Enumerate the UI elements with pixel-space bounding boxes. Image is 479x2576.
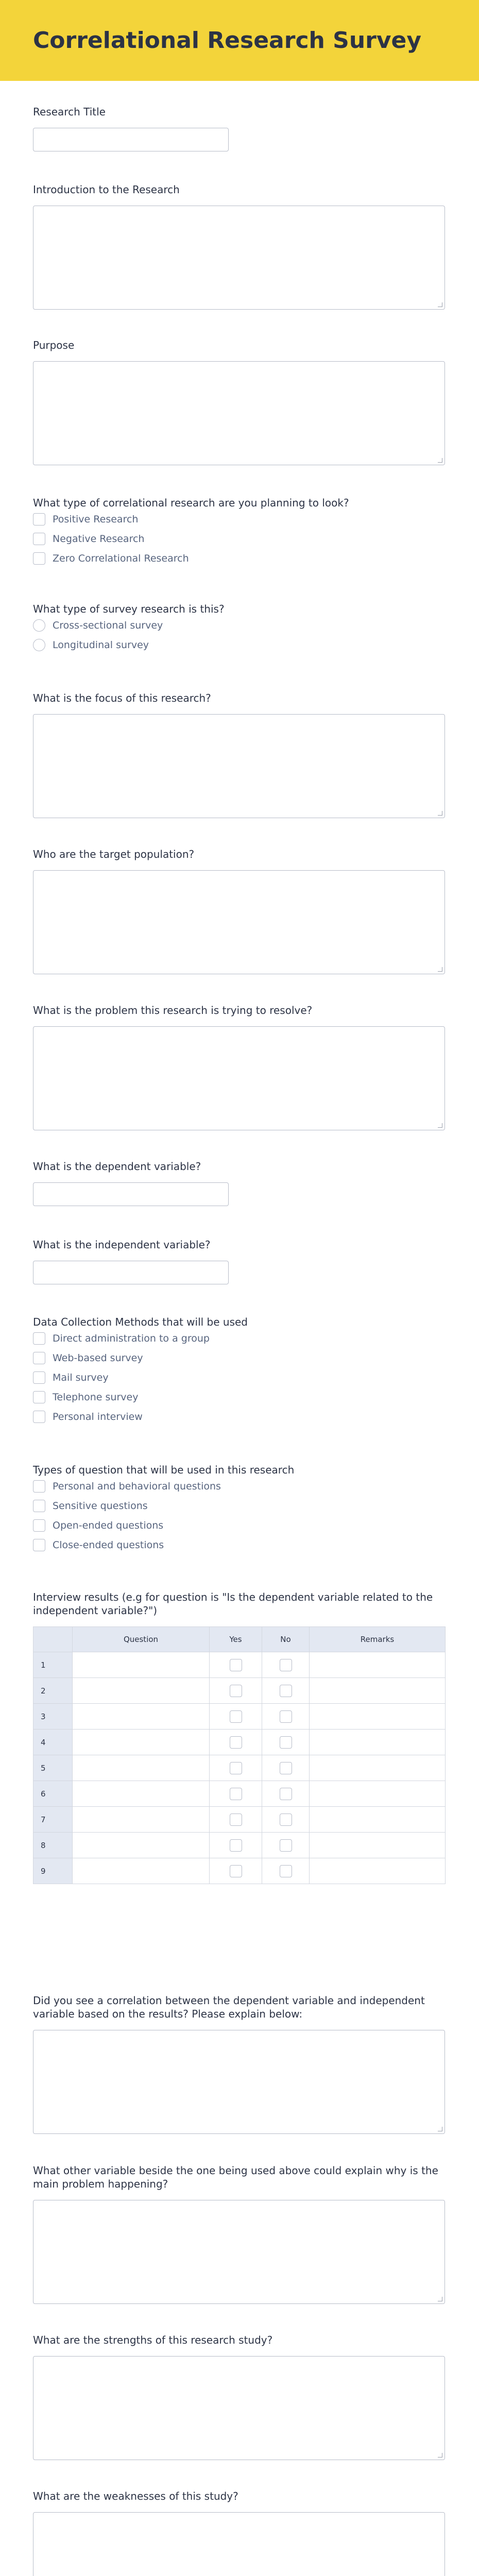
checkbox-option[interactable] (33, 510, 445, 529)
option-label: Negative Research (53, 533, 145, 545)
remarks-cell[interactable] (310, 1755, 446, 1781)
other-variable-field (33, 2164, 445, 2304)
target-population-label: Who are the target population? (33, 848, 195, 860)
question-cell[interactable] (73, 1704, 210, 1730)
table-row (33, 1807, 446, 1833)
row-number: 8 (33, 1833, 73, 1858)
table-row (33, 1781, 446, 1807)
purpose-label: Purpose (33, 339, 75, 351)
table-row (33, 1678, 446, 1704)
introduction-label: Introduction to the Research (33, 183, 180, 196)
yes-cell (210, 1730, 262, 1755)
option-label: Cross-sectional survey (53, 620, 163, 631)
no-checkbox[interactable] (280, 1839, 292, 1852)
checkbox[interactable] (33, 1391, 45, 1403)
no-checkbox[interactable] (280, 1710, 292, 1723)
option-label: Web-based survey (53, 1352, 143, 1364)
checkbox-option[interactable] (33, 1477, 445, 1496)
data-collection-label: Data Collection Methods that will be used (33, 1316, 248, 1328)
option-label: Positive Research (53, 514, 139, 525)
yes-checkbox[interactable] (230, 1710, 242, 1723)
purpose-textarea[interactable] (33, 361, 445, 465)
form-header (0, 0, 479, 81)
interview-results-field (33, 1590, 445, 1884)
yes-checkbox[interactable] (230, 1685, 242, 1697)
no-checkbox[interactable] (280, 1685, 292, 1697)
yes-cell (210, 1781, 262, 1807)
research-title-label: Research Title (33, 106, 106, 118)
form-card (0, 81, 479, 2576)
remarks-cell[interactable] (310, 1678, 446, 1704)
row-number: 9 (33, 1858, 73, 1884)
checkbox[interactable] (33, 1500, 45, 1512)
strengths-textarea[interactable] (33, 2356, 445, 2460)
radio-button[interactable] (33, 639, 45, 651)
independent-variable-label: What is the independent variable? (33, 1239, 211, 1251)
no-cell (262, 1652, 310, 1678)
row-number: 3 (33, 1704, 73, 1730)
other-variable-textarea[interactable] (33, 2200, 445, 2304)
dependent-variable-field (33, 1160, 445, 1206)
yes-checkbox[interactable] (230, 1736, 242, 1749)
row-number: 7 (33, 1807, 73, 1833)
correlational-type-field (33, 496, 445, 568)
row-number: 5 (33, 1755, 73, 1781)
correlational-type-label: What type of correlational research are you planning to look? (33, 497, 349, 509)
question-types-field (33, 1463, 445, 1555)
no-cell (262, 1858, 310, 1884)
no-cell (262, 1781, 310, 1807)
row-number: 1 (33, 1652, 73, 1678)
question-cell[interactable] (73, 1755, 210, 1781)
question-cell[interactable] (73, 1858, 210, 1884)
remarks-cell[interactable] (310, 1858, 446, 1884)
dependent-variable-label: What is the dependent variable? (33, 1160, 201, 1173)
data-collection-field (33, 1315, 445, 1427)
checkbox-option[interactable] (33, 1535, 445, 1555)
no-cell (262, 1807, 310, 1833)
no-checkbox[interactable] (280, 1788, 292, 1800)
no-checkbox[interactable] (280, 1659, 292, 1671)
dependent-variable-input[interactable] (33, 1182, 229, 1206)
checkbox[interactable] (33, 1480, 45, 1493)
target-population-textarea[interactable] (33, 870, 445, 974)
option-label: Close-ended questions (53, 1539, 164, 1551)
remarks-cell[interactable] (310, 1704, 446, 1730)
checkbox-option[interactable] (33, 1368, 445, 1387)
yes-checkbox[interactable] (230, 1762, 242, 1774)
research-title-input[interactable] (33, 128, 229, 151)
weaknesses-textarea[interactable] (33, 2512, 445, 2576)
strengths-label: What are the strengths of this research study? (33, 2334, 273, 2346)
table-row (33, 1704, 446, 1730)
option-label: Zero Correlational Research (53, 553, 189, 564)
option-label: Personal interview (53, 1411, 143, 1422)
no-checkbox[interactable] (280, 1762, 292, 1774)
row-number: 6 (33, 1781, 73, 1807)
option-label: Telephone survey (53, 1392, 139, 1403)
checkbox[interactable] (33, 513, 45, 526)
yes-checkbox[interactable] (230, 1865, 242, 1877)
correlation-textarea[interactable] (33, 2030, 445, 2134)
yes-cell (210, 1678, 262, 1704)
checkbox-option[interactable] (33, 1329, 445, 1348)
problem-textarea[interactable] (33, 1026, 445, 1130)
remarks-cell[interactable] (310, 1807, 446, 1833)
table-row (33, 1858, 446, 1884)
interview-results-table (33, 1626, 446, 1884)
column-header-remarks: Remarks (310, 1627, 446, 1652)
problem-label: What is the problem this research is trying to resolve? (33, 1004, 313, 1016)
introduction-textarea[interactable] (33, 206, 445, 310)
yes-cell (210, 1807, 262, 1833)
checkbox-option[interactable] (33, 549, 445, 568)
checkbox-option[interactable] (33, 1387, 445, 1407)
table-row (33, 1652, 446, 1678)
no-cell (262, 1833, 310, 1858)
interview-results-label: Interview results (e.g for question is "Is the dependent variable related to the independent variable?") (33, 1591, 433, 1617)
column-header-question: Question (73, 1627, 210, 1652)
yes-cell (210, 1704, 262, 1730)
no-cell (262, 1730, 310, 1755)
purpose-field (33, 338, 445, 465)
checkbox[interactable] (33, 1332, 45, 1345)
row-number: 4 (33, 1730, 73, 1755)
weaknesses-label: What are the weaknesses of this study? (33, 2490, 238, 2502)
remarks-cell[interactable] (310, 1833, 446, 1858)
corner-cell (33, 1627, 73, 1652)
row-number: 2 (33, 1678, 73, 1704)
checkbox-option[interactable] (33, 1348, 445, 1368)
yes-checkbox[interactable] (230, 1788, 242, 1800)
yes-checkbox[interactable] (230, 1659, 242, 1671)
question-cell[interactable] (73, 1678, 210, 1704)
yes-cell (210, 1652, 262, 1678)
option-label: Open-ended questions (53, 1520, 164, 1531)
checkbox[interactable] (33, 1352, 45, 1364)
no-checkbox[interactable] (280, 1814, 292, 1826)
remarks-cell[interactable] (310, 1781, 446, 1807)
target-population-field (33, 848, 445, 974)
weaknesses-field (33, 2489, 445, 2576)
other-variable-label: What other variable beside the one being used above could explain why is the main problem happening? (33, 2164, 438, 2190)
no-cell (262, 1678, 310, 1704)
survey-type-label: What type of survey research is this? (33, 603, 225, 615)
checkbox[interactable] (33, 1371, 45, 1384)
yes-cell (210, 1755, 262, 1781)
question-cell[interactable] (73, 1730, 210, 1755)
research-title-field (33, 105, 445, 151)
no-checkbox[interactable] (280, 1736, 292, 1749)
table-row (33, 1755, 446, 1781)
radio-option[interactable] (33, 635, 445, 655)
yes-cell (210, 1833, 262, 1858)
no-cell (262, 1755, 310, 1781)
option-label: Sensitive questions (53, 1500, 148, 1512)
focus-field (33, 691, 445, 818)
no-checkbox[interactable] (280, 1865, 292, 1877)
table-row (33, 1730, 446, 1755)
strengths-field (33, 2333, 445, 2460)
column-header-yes: Yes (210, 1627, 262, 1652)
radio-option[interactable] (33, 616, 445, 635)
checkbox[interactable] (33, 552, 45, 565)
table-row (33, 1833, 446, 1858)
option-label: Personal and behavioral questions (53, 1481, 221, 1492)
remarks-cell[interactable] (310, 1652, 446, 1678)
checkbox[interactable] (33, 1411, 45, 1423)
yes-checkbox[interactable] (230, 1814, 242, 1826)
question-cell[interactable] (73, 1652, 210, 1678)
checkbox-option[interactable] (33, 1407, 445, 1427)
option-label: Direct administration to a group (53, 1333, 210, 1344)
yes-checkbox[interactable] (230, 1839, 242, 1852)
column-header-no: No (262, 1627, 310, 1652)
question-cell[interactable] (73, 1781, 210, 1807)
radio-button[interactable] (33, 619, 45, 632)
question-types-label: Types of question that will be used in this research (33, 1464, 295, 1476)
checkbox[interactable] (33, 533, 45, 545)
question-cell[interactable] (73, 1833, 210, 1858)
independent-variable-input[interactable] (33, 1261, 229, 1284)
table-header-row (33, 1627, 446, 1652)
problem-field (33, 1004, 445, 1130)
correlation-field (33, 1994, 445, 2134)
form-title: Correlational Research Survey (33, 27, 422, 54)
yes-cell (210, 1858, 262, 1884)
remarks-cell[interactable] (310, 1730, 446, 1755)
correlation-label: Did you see a correlation between the dependent variable and independent variable based on the results? Please explain below: (33, 1994, 425, 2020)
checkbox[interactable] (33, 1539, 45, 1551)
checkbox[interactable] (33, 1519, 45, 1532)
no-cell (262, 1704, 310, 1730)
question-cell[interactable] (73, 1807, 210, 1833)
focus-label: What is the focus of this research? (33, 692, 211, 704)
independent-variable-field (33, 1238, 445, 1284)
checkbox-option[interactable] (33, 529, 445, 549)
focus-textarea[interactable] (33, 714, 445, 818)
option-label: Longitudinal survey (53, 639, 149, 651)
survey-type-field (33, 602, 445, 655)
checkbox-option[interactable] (33, 1516, 445, 1535)
introduction-field (33, 183, 445, 310)
checkbox-option[interactable] (33, 1496, 445, 1516)
option-label: Mail survey (53, 1372, 109, 1383)
